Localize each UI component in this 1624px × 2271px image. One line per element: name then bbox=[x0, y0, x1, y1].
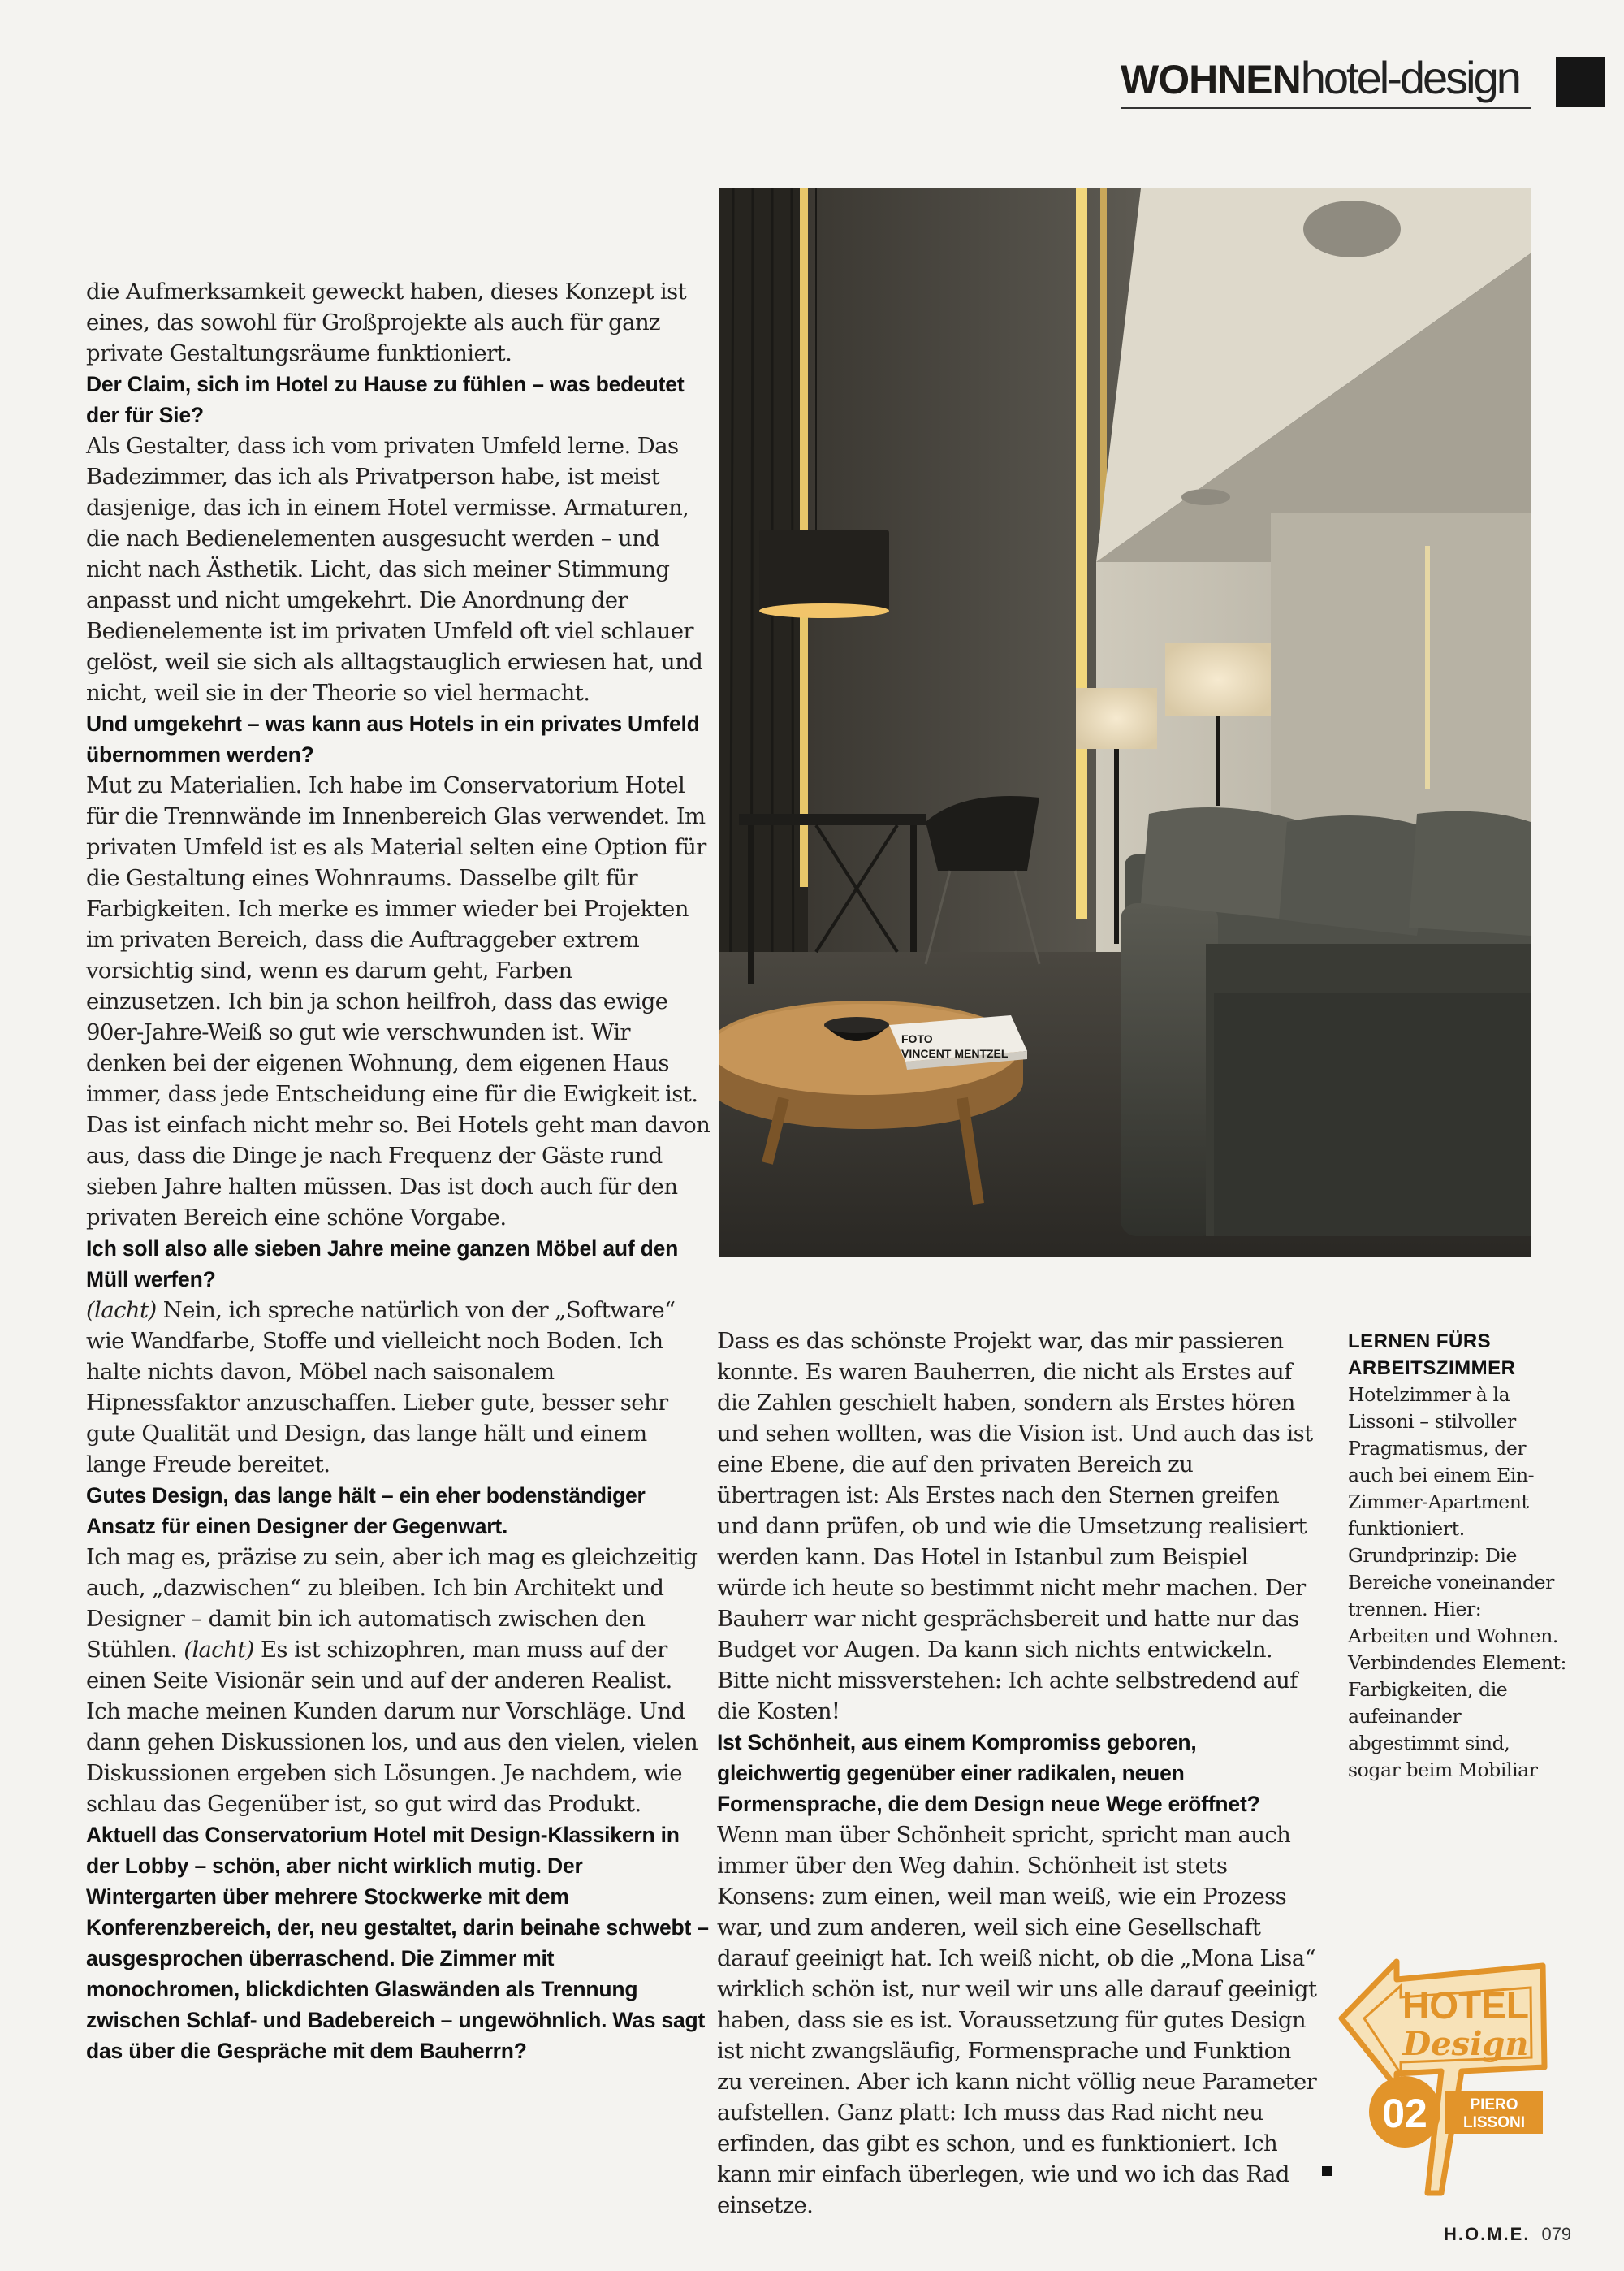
badge-number: 02 bbox=[1382, 2091, 1427, 2136]
hotel-room-photo bbox=[719, 188, 1531, 1257]
section-topic: hotel-design bbox=[1300, 52, 1519, 103]
section-title bbox=[1121, 51, 1519, 104]
paragraph: Dass es das schönste Projekt war, das mir passieren konnte. Es waren Bauherren, die nicht als Erstes auf die Zahlen geschielt haben, sondern als Erstes hören und sehen wollten, was die Vision ist. Und auch das ist eine Ebene, die auf den privaten Bereich zu übertragen ist: Als Erstes nach den Sternen greifen und dann prüfen, ob und wie die Umsetzung realisiert werden kann. Das Hotel in Istanbul zum Beispiel würde ich heute so bestimmt nicht mehr machen. Der Bauherr war nicht gesprächsbereit und hatte nur das Budget vor Augen. Da kann sich nichts entwickeln. Bitte nicht missverstehen: Ich achte selbstredend auf die Kosten! bbox=[717, 1328, 1313, 1724]
page-number: 079 bbox=[1541, 2224, 1572, 2244]
aside-laughs: (lacht) bbox=[86, 1297, 157, 1323]
article-column-left bbox=[86, 276, 711, 2066]
paragraph-text: Nein, ich spreche natürlich von der „Software“ wie Wandfarbe, Stoffe und vielleicht noch Boden. Ich halte nichts davon, Möbel nach saisonalem Hipnessfaktor anzuschaffen. Lieber gute, besser sehr gute Qualität und Design, das lange hält und einem lange Freude bereitet. bbox=[86, 1297, 676, 1477]
paragraph: Mut zu Materialien. Ich habe im Conservatorium Hotel für die Trennwände im Innenbereich Glas verwendet. Im privaten Umfeld ist es als Material selten eine Option für die Gestaltung eines Wohnraums. Dasselbe gilt für Farbigkeiten. Ich merke es immer wieder bei Projekten im privaten Bereich, dass die Auftraggeber extrem vorsichtig sind, wenn es darum geht, Farben einzusetzen. Ich bin ja schon heilfroh, dass das ewige 90er-Jahre-Weiß so gut wie verschwunden ist. Wir denken bei der eigenen Wohnung, dem eigenen Haus immer, dass jede Entscheidung eine für die Ewigkeit ist. Das ist einfach nicht mehr so. Bei Hotels geht man davon aus, dass die Dinge je nach Frequenz der Gäste rund sieben Jahre halten müssen. Das ist doch auch für den privaten Bereich eine schöne Vorgabe. bbox=[86, 772, 710, 1231]
sidebar-heading: LERNEN FÜRS ARBEITSZIMMER bbox=[1348, 1330, 1516, 1379]
paragraph-text: Es ist schizophren, man muss auf der einen Seite Visionär sein und auf der anderen Realist. Ich mache meinen Kunden darum nur Vorschläge. Und dann gehen Diskussionen los, und aus den vielen, vielen Diskussionen ergeben sich Lösungen. Je nachdem, wie schlau das Gegenüber ist, so gut wird das Produkt. bbox=[86, 1637, 698, 1817]
page-footer bbox=[1444, 2224, 1571, 2245]
badge-word-hotel: HOTEL bbox=[1402, 1984, 1529, 2027]
book-author: VINCENT MENTZEL bbox=[901, 1047, 1009, 1060]
interview-question: Aktuell das Conservatorium Hotel mit Design-Klassikern in der Lobby – schön, aber nicht wirklich mutig. Der Wintergarten über mehrere Stockwerke mit dem Konferenzbereich, der, neu gestaltet, darin beinahe schwebt – ausgesprochen überraschend. Die Zimmer mit monochromen, blickdichten Glaswänden als Trennung zwischen Schlaf- und Badebereich – ungewöhnlich. Was sagt das über die Gespräche mit dem Bauherrn? bbox=[86, 1823, 709, 2063]
interview-question: Gutes Design, das lange hält – ein eher bodenständiger Ansatz für einen Designer der Gegenwart. bbox=[86, 1483, 646, 1538]
header-marker bbox=[1556, 57, 1605, 107]
section-label: WOHNEN bbox=[1121, 57, 1301, 102]
badge-firstname: PIERO bbox=[1470, 2096, 1518, 2113]
aside-laughs: (lacht) bbox=[184, 1637, 254, 1663]
interview-question: Ich soll also alle sieben Jahre meine ganzen Möbel auf den Müll werfen? bbox=[86, 1236, 679, 1291]
paragraph: die Aufmerksamkeit geweckt haben, dieses Konzept ist eines, das sowohl für Großprojekte als auch für ganz private Gestaltungsräume funktioniert. bbox=[86, 279, 687, 366]
interview-question: Und umgekehrt – was kann aus Hotels in ein privates Umfeld übernommen werden? bbox=[86, 712, 700, 767]
interview-question: Der Claim, sich im Hotel zu Hause zu fühlen – was bedeutet der für Sie? bbox=[86, 372, 685, 427]
paragraph-text: Ich mag es, präzise zu sein, aber ich mag es gleichzeitig auch, „dazwischen“ zu bleiben. Ich bin Architekt und Designer – damit bin ich automatisch zwischen den Stühlen. bbox=[86, 1544, 698, 1663]
hotel-design-badge bbox=[1332, 1929, 1575, 2197]
badge-lastname: LISSONI bbox=[1462, 2114, 1526, 2131]
book-title: FOTO bbox=[901, 1032, 933, 1045]
interview-question: Ist Schönheit, aus einem Kompromiss geboren, gleichwertig gegenüber einer radikalen, neuen Formensprache, die dem Design neue Wege eröffnet? bbox=[717, 1730, 1260, 1816]
paragraph: Wenn man über Schönheit spricht, spricht man auch immer über den Weg dahin. Schönheit ist stets Konsens: zum einen, weil man weiß, wie ein Prozess war, und zum anderen, weil sich eine Gesellschaft darauf geeinigt hat. Ich weiß nicht, ob die „Mona Lisa“ wirklich schön ist, nur weil wir uns alle darauf geeinigt haben, dass sie es ist. Voraussetzung für gutes Design ist nicht zwangsläufig, Formensprache und Funktion zu vereinen. Aber ich kann nicht völlig neue Parameter aufstellen. Ganz platt: Ich muss das Rad nicht neu erfinden, das gibt es schon, und es funktioniert. Ich kann mir einfach überlegen, wie und wo ich das Rad einsetze. bbox=[717, 1822, 1317, 2218]
magazine-name: H.O.M.E. bbox=[1444, 2224, 1531, 2244]
photo-caption-sidebar bbox=[1348, 1328, 1567, 1784]
end-of-article-mark bbox=[1322, 2166, 1332, 2176]
paragraph bbox=[86, 1542, 711, 1819]
paragraph: Als Gestalter, dass ich vom privaten Umfeld lerne. Das Badezimmer, das ich als Privatperson habe, ist meist dasjenige, das ich in einem Hotel vermisse. Armaturen, die nach Bedienelementen ausgesucht werden – und nicht nach Ästhetik. Licht, das sich meiner Stimmung anpasst und nicht umgekehrt. Die Anordnung der Bedienelemente ist im privaten Umfeld oft viel schlauer gelöst, weil sie sich als alltagstauglich erwiesen hat, und nicht, weil sie in der Theorie so viel hermacht. bbox=[86, 433, 703, 706]
article-column-middle bbox=[717, 1326, 1318, 2221]
section-header bbox=[1121, 42, 1531, 109]
badge-word-design: Design bbox=[1402, 2025, 1529, 2063]
sidebar-text: Hotelzimmer à la Lissoni – stilvoller Pragmatismus, der auch bei einem Ein-Zimmer-Apartment funktioniert. Grundprinzip: Die Bereiche voneinander trennen. Hier: Arbeiten und Wohnen. Verbindendes Element: Farbigkeiten, die aufeinander abgestimmt sind, sogar beim Mobiliar bbox=[1348, 1383, 1567, 1781]
paragraph bbox=[86, 1295, 711, 1480]
